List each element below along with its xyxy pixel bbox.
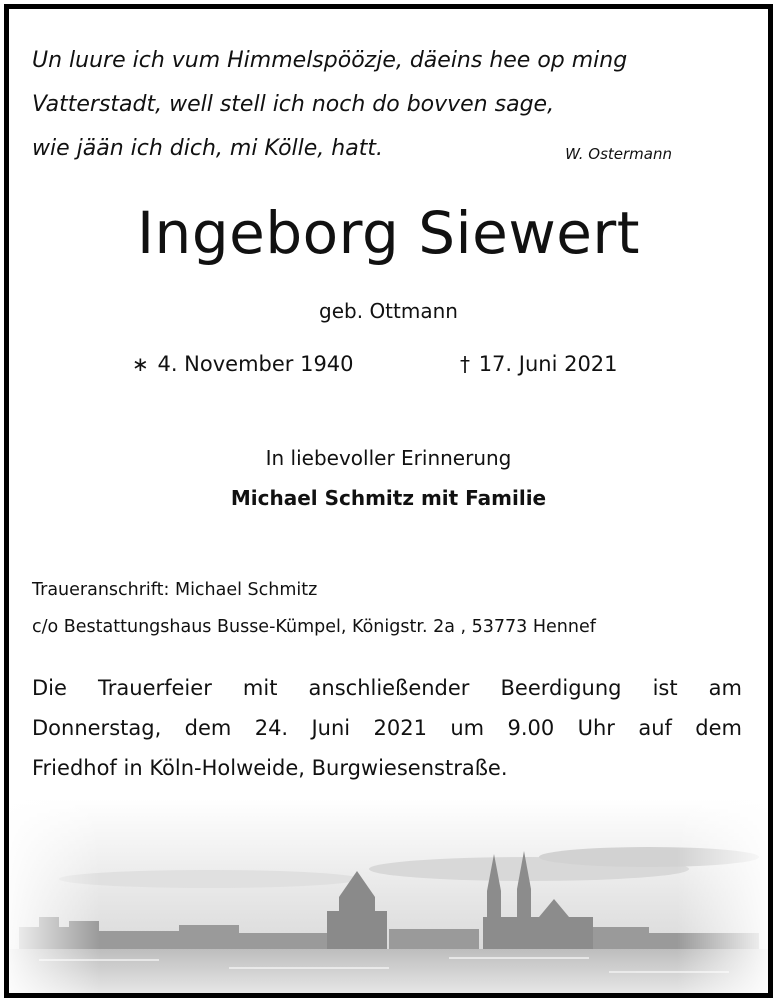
birth-date: 4. November 1940 [157, 352, 354, 376]
ceremony-line-2: Donnerstag, dem 24. Juni 2021 um 9.00 Uhr auf dem [32, 716, 742, 740]
mourning-address [32, 572, 596, 646]
deceased-name: Ingeborg Siewert [136, 199, 641, 267]
address-line-1: Traueranschrift: Michael Schmitz [32, 580, 318, 600]
dialect-quote [32, 39, 752, 171]
obituary-card [4, 4, 773, 998]
ceremony-line-3: Friedhof in Köln-Holweide, Burgwiesenstraße. [32, 756, 508, 780]
birth-name: geb. Ottmann [319, 299, 458, 323]
mourners-names: Michael Schmitz mit Familie [230, 486, 547, 510]
ceremony-notice [32, 668, 742, 788]
ceremony-line-1: Die Trauerfeier mit anschließender Beerdigung ist am [32, 676, 742, 700]
death-cross-icon: † [460, 352, 470, 376]
death-date: 17. Juni 2021 [478, 352, 618, 376]
quote-line-2: Vatterstadt, well stell ich noch do bovven sage, [32, 92, 555, 117]
cologne-skyline-image [9, 799, 768, 993]
memory-intro: In liebevoller Erinnerung [265, 446, 512, 470]
quote-line-1: Un luure ich vum Himmelspöözje, däeins hee op ming [32, 48, 628, 73]
birth-date-line [132, 352, 354, 376]
quote-line-3: wie jään ich dich, mi Kölle, hatt. [32, 136, 383, 161]
quote-author: W. Ostermann [565, 145, 672, 163]
death-date-line [460, 352, 618, 376]
address-line-2: c/o Bestattungshaus Busse-Kümpel, Königstr. 2a , 53773 Hennef [32, 617, 596, 637]
birth-star-icon: ∗ [132, 352, 149, 376]
